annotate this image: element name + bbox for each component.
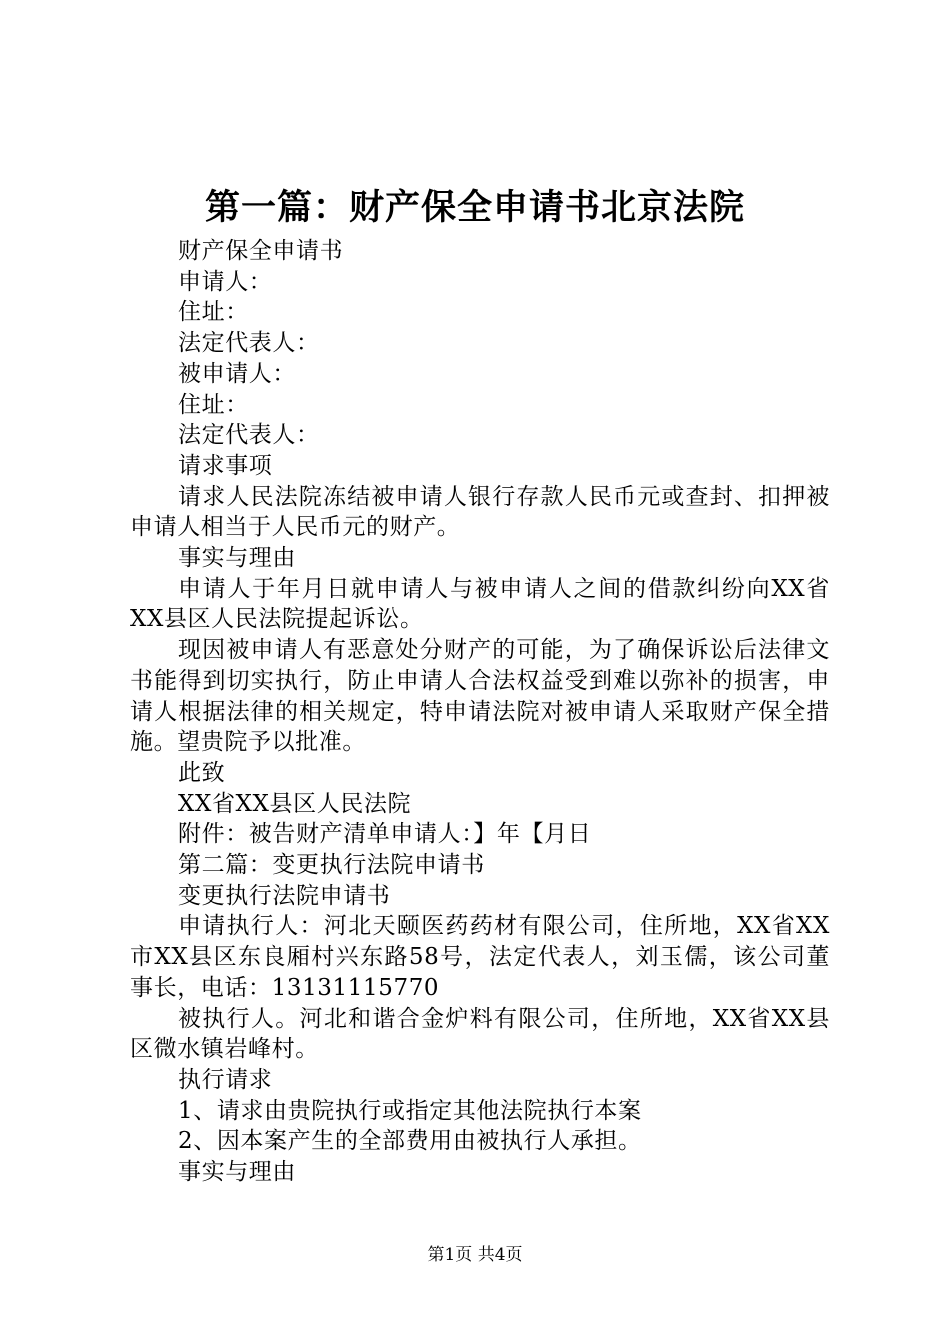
paragraph: 法定代表人： xyxy=(178,330,320,357)
document-title: 第一篇：财产保全申请书北京法院 xyxy=(204,187,745,228)
paragraph: 申请人： xyxy=(178,268,273,295)
paragraph: 2、因本案产生的全部费用由被执行人承担。 xyxy=(178,1128,642,1155)
paragraph: 住址： xyxy=(178,391,249,418)
paragraph: 此致 xyxy=(178,759,226,786)
paragraph: 变更执行法院申请书 xyxy=(178,882,391,909)
paragraph: 第二篇：变更执行法院申请书 xyxy=(178,852,485,879)
paragraph: 申请执行人：河北天颐医药药材有限公司，住所地，XX省XX市XX县区东良厢村兴东路58号，法定代表人，刘玉儒，该公司董事长，电话：13131115770 xyxy=(130,913,830,1001)
paragraph: 事实与理由 xyxy=(178,1159,296,1186)
paragraph: 请求事项 xyxy=(178,452,273,479)
paragraph: 请求人民法院冻结被申请人银行存款人民币元或查封、扣押被申请人相当于人民币元的财产。 xyxy=(130,483,830,541)
paragraph: 现因被申请人有恶意处分财产的可能，为了确保诉讼后法律文书能得到切实执行，防止申请人合法权益受到难以弥补的损害，申请人根据法律的相关规定，特申请法院对被申请人采取财产保全措施。望贵院予以批准。 xyxy=(130,637,830,756)
paragraph: 财产保全申请书 xyxy=(178,238,344,264)
paragraph: 事实与理由 xyxy=(178,545,296,572)
paragraph: 被执行人。河北和谐合金炉料有限公司，住所地，XX省XX县区微水镇岩峰村。 xyxy=(130,1005,830,1063)
paragraph: 被申请人： xyxy=(178,360,296,387)
document-body xyxy=(130,236,830,1188)
paragraph: XX省XX县区人民法院 xyxy=(178,790,412,817)
paragraph: 申请人于年月日就申请人与被申请人之间的借款纠纷向XX省XX县区人民法院提起诉讼。 xyxy=(130,575,830,633)
paragraph: 执行请求 xyxy=(178,1066,273,1093)
paragraph: 附件：被告财产清单申请人：】年【月日 xyxy=(178,821,592,848)
paragraph: 1、请求由贵院执行或指定其他法院执行本案 xyxy=(178,1097,642,1124)
page-footer: 第1页 共4页 xyxy=(427,1245,523,1265)
paragraph: 住址： xyxy=(178,299,249,326)
paragraph: 法定代表人： xyxy=(178,422,320,449)
